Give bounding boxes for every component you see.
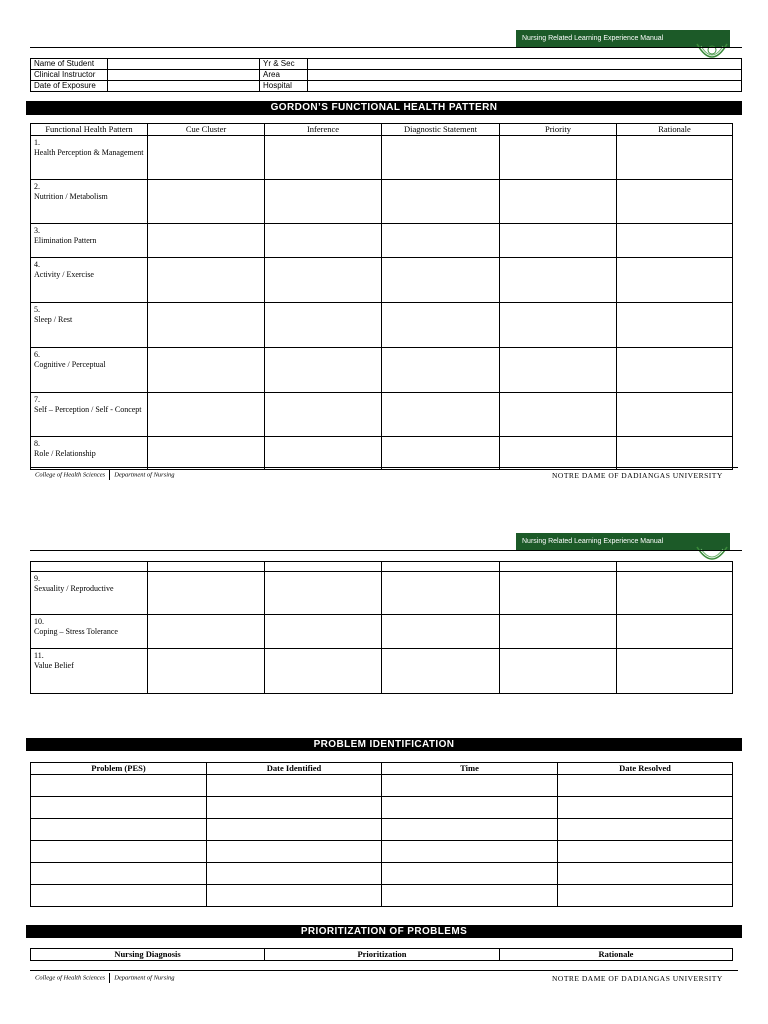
priority-cell[interactable] (500, 258, 617, 303)
table-row (31, 572, 733, 615)
date-resolved-cell[interactable] (558, 775, 733, 797)
pattern-cell: 7.Self – Perception / Self - Concept (31, 393, 148, 437)
footer-university: NOTRE DAME OF DADIANGAS UNIVERSITY (552, 974, 723, 983)
problem-cell[interactable] (31, 863, 207, 885)
time-cell[interactable] (382, 841, 558, 863)
inference-cell[interactable] (265, 180, 382, 224)
pattern-cell: 2.Nutrition / Metabolism (31, 180, 148, 224)
cue-cell[interactable] (148, 572, 265, 615)
diagnostic-cell[interactable] (382, 224, 500, 258)
prioritization-section-title: PRIORITIZATION OF PROBLEMS (26, 925, 742, 938)
col-header-rationale: Rationale (500, 949, 733, 961)
table-row (31, 348, 733, 393)
problem-table (30, 762, 733, 907)
cue-cell[interactable] (148, 437, 265, 470)
cue-cell[interactable] (148, 615, 265, 649)
date-resolved-cell[interactable] (558, 885, 733, 907)
info-row-exposure (31, 81, 742, 92)
cue-cell[interactable] (148, 303, 265, 348)
rationale-cell[interactable] (617, 303, 733, 348)
pattern-cell: 4.Activity / Exercise (31, 258, 148, 303)
rationale-cell[interactable] (617, 615, 733, 649)
hospital-field[interactable] (308, 81, 742, 92)
info-row-student (31, 59, 742, 70)
table-row (31, 775, 733, 797)
pattern-cell: 6.Cognitive / Perceptual (31, 348, 148, 393)
inference-cell[interactable] (265, 572, 382, 615)
time-cell[interactable] (382, 775, 558, 797)
footer-rule (30, 467, 738, 468)
continued-header-row (31, 562, 733, 572)
table-row (31, 180, 733, 224)
clinical-instructor-field[interactable] (108, 70, 260, 81)
cue-cell[interactable] (148, 258, 265, 303)
rationale-cell[interactable] (617, 258, 733, 303)
table-row (31, 136, 733, 180)
col-header-problem: Problem (PES) (31, 763, 207, 775)
table-row (31, 841, 733, 863)
date-of-exposure-field[interactable] (108, 81, 260, 92)
diagnostic-cell[interactable] (382, 303, 500, 348)
student-name-field[interactable] (108, 59, 260, 70)
rationale-cell[interactable] (617, 437, 733, 470)
date-identified-cell[interactable] (207, 775, 382, 797)
priority-cell[interactable] (500, 393, 617, 437)
manual-title-tag: Nursing Related Learning Experience Manual (516, 533, 730, 551)
rationale-cell[interactable] (617, 224, 733, 258)
rationale-cell[interactable] (617, 572, 733, 615)
date-identified-cell[interactable] (207, 885, 382, 907)
cue-cell[interactable] (148, 393, 265, 437)
date-identified-cell[interactable] (207, 819, 382, 841)
gordon-section-title: GORDON’S FUNCTIONAL HEALTH PATTERN (26, 101, 742, 115)
priority-cell[interactable] (500, 649, 617, 694)
time-cell[interactable] (382, 863, 558, 885)
pattern-cell: 8.Role / Relationship (31, 437, 148, 470)
gordon-table-continued (30, 561, 733, 694)
priority-cell[interactable] (500, 348, 617, 393)
inference-cell[interactable] (265, 437, 382, 470)
info-label: Clinical Instructor (31, 70, 108, 81)
problem-cell[interactable] (31, 841, 207, 863)
priority-cell[interactable] (500, 224, 617, 258)
col-header-time: Time (382, 763, 558, 775)
table-row (31, 615, 733, 649)
pattern-cell: 1.Health Perception & Management (31, 136, 148, 180)
footer-rule (30, 970, 738, 971)
diagnostic-cell[interactable] (382, 437, 500, 470)
pattern-cell: 9.Sexuality / Reproductive (31, 572, 148, 615)
date-resolved-cell[interactable] (558, 863, 733, 885)
col-header-rationale: Rationale (617, 124, 733, 136)
col-header-date-resolved: Date Resolved (558, 763, 733, 775)
diagnostic-cell[interactable] (382, 180, 500, 224)
gordon-table (30, 123, 733, 470)
inference-cell[interactable] (265, 303, 382, 348)
table-row (31, 885, 733, 907)
footer-college: College of Health Sciences Department of Nursing (35, 974, 175, 982)
cue-cell[interactable] (148, 224, 265, 258)
cue-cell[interactable] (148, 348, 265, 393)
student-info-table (30, 58, 742, 92)
col-header-inference: Inference (265, 124, 382, 136)
area-field[interactable] (308, 70, 742, 81)
table-row (31, 224, 733, 258)
col-header-diagnostic: Diagnostic Statement (382, 124, 500, 136)
table-row (31, 303, 733, 348)
diagnostic-cell[interactable] (382, 348, 500, 393)
rationale-cell[interactable] (617, 393, 733, 437)
date-identified-cell[interactable] (207, 841, 382, 863)
table-row (31, 258, 733, 303)
rationale-cell[interactable] (617, 136, 733, 180)
diagnostic-cell[interactable] (382, 649, 500, 694)
priority-cell[interactable] (500, 572, 617, 615)
cue-cell[interactable] (148, 136, 265, 180)
rationale-cell[interactable] (617, 180, 733, 224)
col-header-nursing-diagnosis: Nursing Diagnosis (31, 949, 265, 961)
info-label: Yr & Sec (260, 59, 308, 70)
inference-cell[interactable] (265, 224, 382, 258)
table-row (31, 649, 733, 694)
cue-cell[interactable] (148, 649, 265, 694)
info-label: Name of Student (31, 59, 108, 70)
date-resolved-cell[interactable] (558, 797, 733, 819)
pattern-cell: 11.Value Belief (31, 649, 148, 694)
diagnostic-cell[interactable] (382, 136, 500, 180)
info-label: Hospital (260, 81, 308, 92)
pattern-cell: 3.Elimination Pattern (31, 224, 148, 258)
pattern-cell: 10.Coping – Stress Tolerance (31, 615, 148, 649)
inference-cell[interactable] (265, 615, 382, 649)
priority-cell[interactable] (500, 136, 617, 180)
problem-header-row (31, 763, 733, 775)
table-row (31, 797, 733, 819)
gordon-header-row (31, 124, 733, 136)
problem-cell[interactable] (31, 797, 207, 819)
priority-cell[interactable] (500, 615, 617, 649)
date-resolved-cell[interactable] (558, 819, 733, 841)
manual-title-tag: Nursing Related Learning Experience Manual (516, 30, 730, 48)
inference-cell[interactable] (265, 393, 382, 437)
problem-cell[interactable] (31, 819, 207, 841)
problem-cell[interactable] (31, 775, 207, 797)
col-header-prioritization: Prioritization (265, 949, 500, 961)
footer-college: College of Health Sciences Department of Nursing (35, 471, 175, 479)
problem-cell[interactable] (31, 885, 207, 907)
table-row (31, 437, 733, 470)
priority-cell[interactable] (500, 180, 617, 224)
header-rule (30, 550, 742, 551)
prioritization-table (30, 948, 733, 961)
prioritization-header-row (31, 949, 733, 961)
time-cell[interactable] (382, 797, 558, 819)
col-header-priority: Priority (500, 124, 617, 136)
date-resolved-cell[interactable] (558, 841, 733, 863)
pattern-cell: 5.Sleep / Rest (31, 303, 148, 348)
inference-cell[interactable] (265, 649, 382, 694)
col-header-pattern: Functional Health Pattern (31, 124, 148, 136)
diagnostic-cell[interactable] (382, 615, 500, 649)
problem-section-title: PROBLEM IDENTIFICATION (26, 738, 742, 751)
priority-cell[interactable] (500, 303, 617, 348)
cue-cell[interactable] (148, 180, 265, 224)
col-header-cue: Cue Cluster (148, 124, 265, 136)
date-identified-cell[interactable] (207, 797, 382, 819)
inference-cell[interactable] (265, 258, 382, 303)
yr-sec-field[interactable] (308, 59, 742, 70)
inference-cell[interactable] (265, 348, 382, 393)
table-row (31, 393, 733, 437)
date-identified-cell[interactable] (207, 863, 382, 885)
table-row (31, 819, 733, 841)
col-header-date-identified: Date Identified (207, 763, 382, 775)
diagnostic-cell[interactable] (382, 572, 500, 615)
footer-university: NOTRE DAME OF DADIANGAS UNIVERSITY (552, 471, 723, 480)
diagnostic-cell[interactable] (382, 393, 500, 437)
info-row-instructor (31, 70, 742, 81)
time-cell[interactable] (382, 885, 558, 907)
priority-cell[interactable] (500, 437, 617, 470)
table-row (31, 863, 733, 885)
header-rule (30, 47, 742, 48)
rationale-cell[interactable] (617, 649, 733, 694)
info-label: Date of Exposure (31, 81, 108, 92)
rationale-cell[interactable] (617, 348, 733, 393)
inference-cell[interactable] (265, 136, 382, 180)
info-label: Area (260, 70, 308, 81)
time-cell[interactable] (382, 819, 558, 841)
diagnostic-cell[interactable] (382, 258, 500, 303)
